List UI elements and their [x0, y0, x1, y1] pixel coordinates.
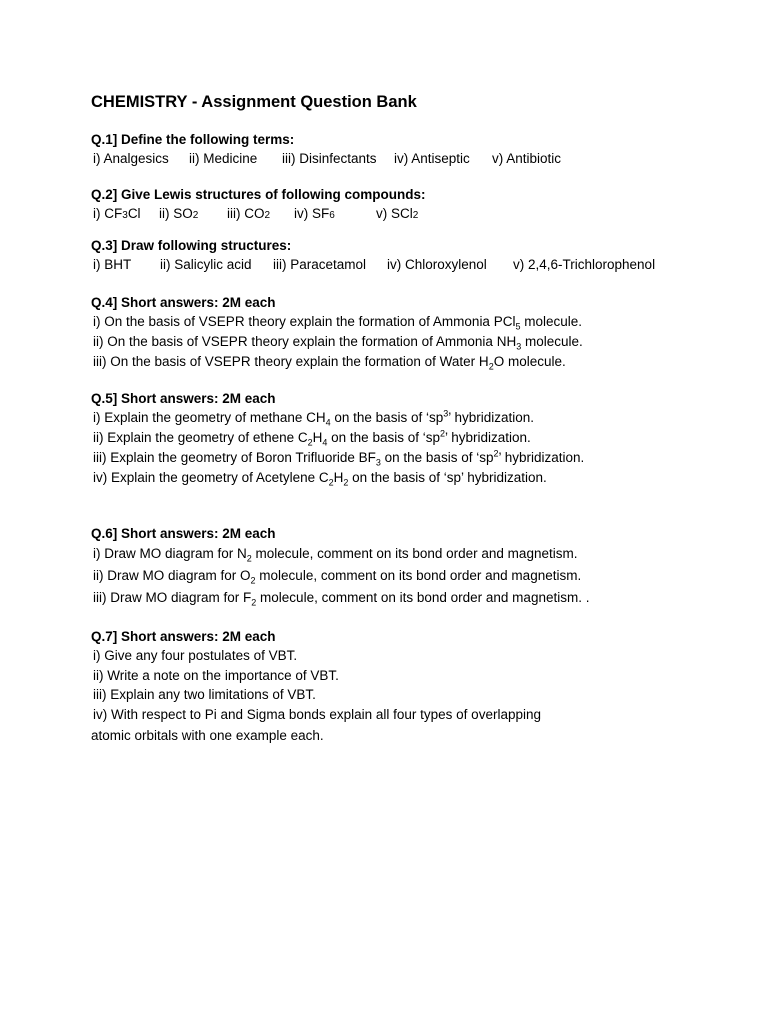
q2-item-2: ii) SO2: [159, 206, 199, 221]
question-5: [91, 389, 751, 488]
q6-line-2: ii) Draw MO diagram for $O_2$ molecule, comment on its bond order and magnetism.: [93, 568, 582, 586]
question-7-heading: Q.7] Short answers: 2M each: [91, 629, 276, 644]
question-1-items: [93, 149, 751, 169]
question-1-heading: Q.1] Define the following terms:: [91, 132, 295, 147]
question-7: [91, 627, 751, 746]
question-3-items: [93, 255, 751, 275]
q2-item-5: v) SCl2: [376, 206, 419, 221]
q7-line-3: iii) Explain any two limitations of VBT.: [93, 687, 316, 702]
q4-line-2: ii) On the basis of VSEPR theory explain the formation of Ammonia $NH_3$ molecule.: [93, 334, 583, 352]
q7-line-4: iv) With respect to Pi and Sigma bonds explain all four types of overlapping: [93, 707, 541, 722]
q1-item-3: iii) Disinfectants: [282, 151, 377, 166]
question-6: [91, 524, 751, 609]
q2-item-4: iv) SF6: [294, 206, 335, 221]
q5-line-3: iii) Explain the geometry of Boron Trifluoride $BF_3$ on the basis of ‘$sp^2$’ hybridization.: [93, 448, 585, 468]
q1-item-2: ii) Medicine: [189, 151, 258, 166]
question-2: [91, 185, 751, 226]
document-page: [91, 91, 751, 746]
q6-line-3: iii) Draw MO diagram for $F_2$ molecule, comment on its bond order and magnetism. .: [93, 590, 590, 608]
question-5-heading: Q.5] Short answers: 2M each: [91, 391, 276, 406]
q4-line-3: iii) On the basis of VSEPR theory explain the formation of Water $H_2O$ molecule.: [93, 354, 566, 372]
q7-line-2: ii) Write a note on the importance of VBT.: [93, 668, 339, 683]
q5-line-4: iv) Explain the geometry of Acetylene $C_2H_2$ on the basis of ‘sp’ hybridization.: [93, 470, 547, 488]
q2-item-1: i) CF3Cl: [93, 206, 141, 221]
q7-line-1: i) Give any four postulates of VBT.: [93, 648, 298, 663]
q1-item-5: v) Antibiotic: [492, 151, 562, 166]
q3-item-2: ii) Salicylic acid: [160, 257, 252, 272]
question-3: [91, 236, 751, 275]
question-2-items: [93, 204, 751, 226]
question-1: [91, 130, 751, 169]
q3-item-1: i) BHT: [93, 257, 132, 272]
q2-item-3: iii) CO2: [227, 206, 271, 221]
q3-item-5: v) 2,4,6-Trichlorophenol: [513, 257, 656, 272]
q5-line-1: i) Explain the geometry of methane $CH_4$ on the basis of ‘$sp^3$’ hybridization.: [93, 408, 535, 428]
question-6-heading: Q.6] Short answers: 2M each: [91, 526, 276, 541]
q3-item-4: iv) Chloroxylenol: [387, 257, 487, 272]
q1-item-4: iv) Antiseptic: [394, 151, 470, 166]
q7-line-4-continuation: atomic orbitals with one example each.: [91, 728, 324, 743]
question-4-heading: Q.4] Short answers: 2M each: [91, 295, 276, 310]
question-3-heading: Q.3] Draw following structures:: [91, 238, 292, 253]
q1-item-1: i) Analgesics: [93, 151, 169, 166]
q6-line-1: i) Draw MO diagram for $N_2$ molecule, comment on its bond order and magnetism.: [93, 546, 578, 564]
question-2-heading: Q.2] Give Lewis structures of following compounds:: [91, 187, 426, 202]
q4-line-1: i) On the basis of VSEPR theory explain the formation of Ammonia PCl$_5$ molecule.: [93, 314, 582, 332]
q5-line-2: ii) Explain the geometry of ethene $C_2H_4$ on the basis of ‘$sp^2$’ hybridization.: [93, 428, 531, 448]
question-4: [91, 293, 751, 372]
q3-item-3: iii) Paracetamol: [273, 257, 367, 272]
document-title: CHEMISTRY - Assignment Question Bank: [91, 93, 417, 111]
